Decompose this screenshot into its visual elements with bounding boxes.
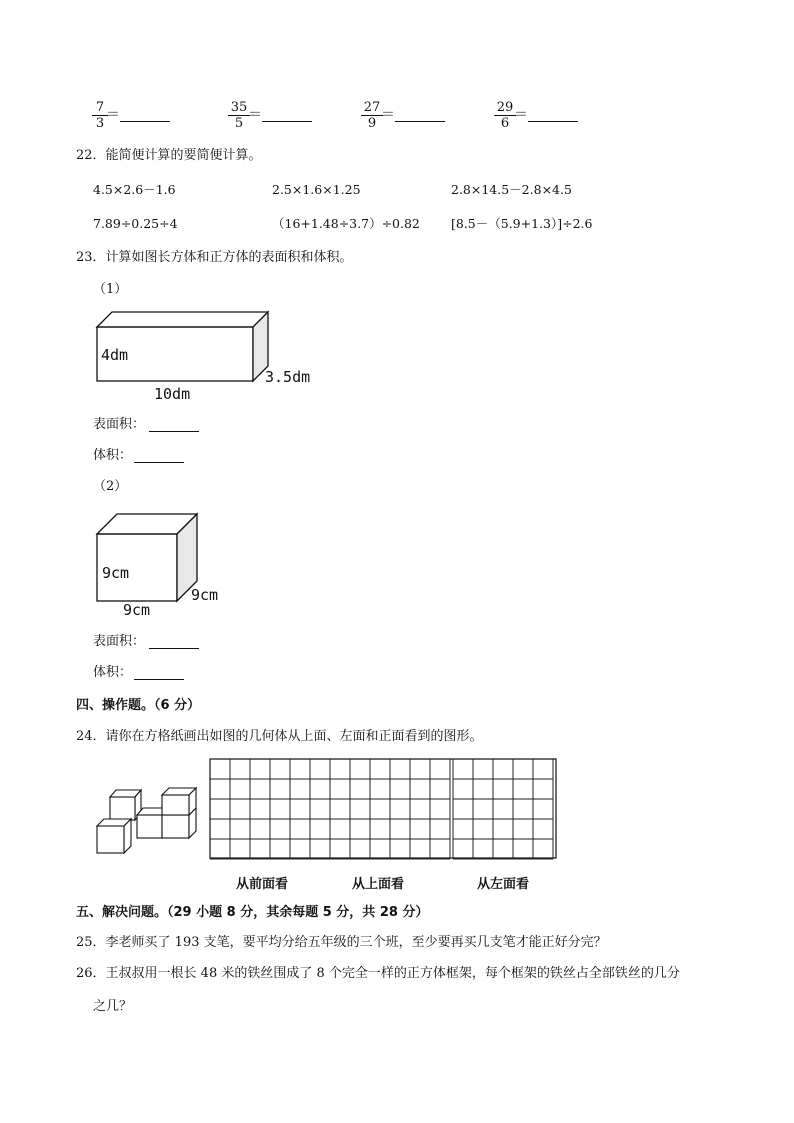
fraction-denominator: 6 — [500, 116, 510, 131]
expression-2: 2.5×1.6×1.25 — [272, 182, 361, 197]
fraction-numerator: 27 — [361, 100, 383, 116]
section4-heading: 四、操作题。（6 分） — [76, 698, 201, 713]
caption-front-view: 从前面看 — [236, 877, 289, 892]
fraction-denominator: 5 — [234, 116, 244, 131]
section5-heading: 五、解决问题。（29 小题 8 分，其余每题 5 分，共 28 分） — [76, 905, 429, 920]
expression-4: 7.89÷0.25÷4 — [93, 216, 178, 231]
fraction-numerator: 29 — [494, 100, 516, 116]
caption-top-view: 从上面看 — [352, 877, 405, 892]
q26-text-line2: 之几？ — [93, 999, 133, 1014]
surface-area-label-1: 表面积： — [93, 417, 146, 432]
q26-text-line1: 26．王叔叔用一根长 48 米的铁丝围成了 8 个完全一样的正方体框架，每个框架的铁丝占全部铁丝的几分 — [76, 966, 680, 981]
equals-sign: ＝ — [106, 107, 120, 123]
volume-label-2: 体积： — [93, 665, 133, 680]
cuboid-width-label: 3.5dm — [265, 368, 311, 386]
expression-5: （16+1.48÷3.7）÷0.82 — [272, 216, 420, 231]
q24-text: 24．请你在方格纸画出如图的几何体从上面、左面和正面看到的图形。 — [76, 729, 483, 744]
equals-sign: ＝ — [381, 107, 395, 123]
fraction-numerator: 7 — [92, 100, 108, 116]
cube-height-label: 9cm — [102, 564, 130, 582]
cube-length-label: 9cm — [123, 601, 151, 619]
q23-title: 23．计算如图长方体和正方体的表面积和体积。 — [76, 250, 353, 265]
cuboid-height-label: 4dm — [101, 346, 129, 364]
grid-outer-frame — [210, 759, 556, 858]
volume-label-1: 体积： — [93, 448, 133, 463]
fraction-numerator: 35 — [228, 100, 250, 116]
fraction-denominator: 9 — [367, 116, 377, 131]
part1-label: （1） — [93, 282, 128, 297]
fraction-denominator: 3 — [95, 116, 105, 131]
equals-sign: ＝ — [248, 107, 262, 123]
equals-sign: ＝ — [514, 107, 528, 123]
q25-text: 25．李老师买了 193 支笔，要平均分给五年级的三个班，至少要再买几支笔才能正好分完？ — [76, 935, 607, 950]
expression-1: 4.5×2.6－1.6 — [93, 182, 176, 197]
caption-left-view: 从左面看 — [477, 877, 530, 892]
q22-title: 22．能简便计算的要简便计算。 — [76, 148, 262, 163]
expression-6: [8.5－（5.9+1.3）]÷2.6 — [451, 216, 593, 231]
cube-width-label: 9cm — [191, 586, 219, 604]
expression-3: 2.8×14.5－2.8×4.5 — [451, 182, 572, 197]
part2-label: （2） — [93, 479, 128, 494]
surface-area-label-2: 表面积： — [93, 634, 146, 649]
cuboid-length-label: 10dm — [154, 385, 191, 403]
